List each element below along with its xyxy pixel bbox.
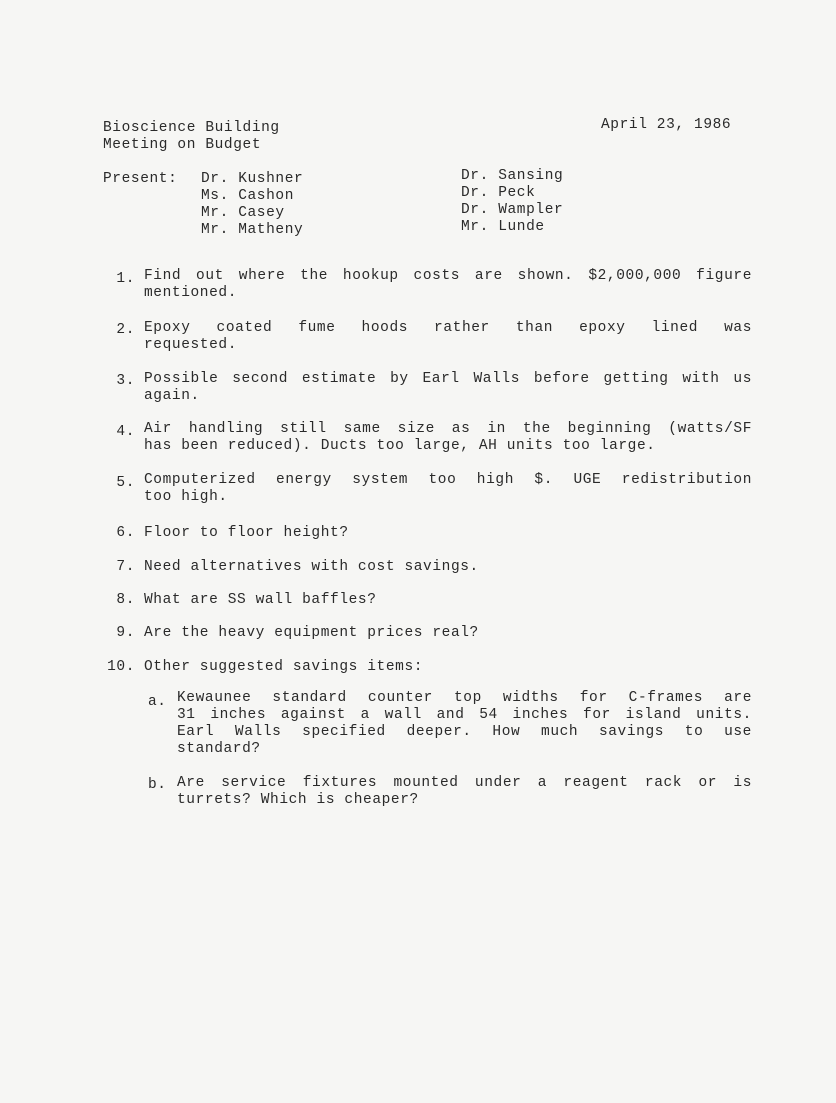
item-line: Possible second estimate by Earl Walls before getting with us: [144, 371, 752, 387]
memo-subtitle: Meeting on Budget: [103, 137, 262, 153]
item-line: What are SS wall baffles?: [144, 592, 377, 608]
subitem-line: Earl Walls specified deeper. How much savings to use: [177, 724, 752, 740]
subitem: [177, 775, 752, 809]
item-line: Need alternatives with cost savings.: [144, 559, 479, 575]
item-number: 1.: [116, 271, 135, 287]
item-line: Air handling still same size as in the beginning (watts/SF: [144, 421, 752, 437]
item-number: 2.: [116, 322, 135, 338]
list-item: [144, 421, 752, 455]
attendee: Dr. Sansing: [461, 168, 564, 184]
subitem-line: 31 inches against a wall and 54 inches for island units.: [177, 707, 752, 723]
attendee: Dr. Peck: [461, 185, 536, 201]
list-item: [144, 559, 752, 576]
attendee: Mr. Matheny: [201, 222, 304, 238]
list-item: [144, 592, 752, 609]
item-number: 9.: [116, 625, 135, 641]
item-line: mentioned.: [144, 285, 238, 301]
list-item: [144, 659, 752, 676]
item-number: 5.: [116, 475, 135, 491]
subitem-line: turrets? Which is cheaper?: [177, 792, 419, 808]
attendees-left: [201, 171, 303, 239]
list-item: [144, 268, 752, 302]
attendee: Mr. Casey: [201, 205, 285, 221]
attendee: Mr. Lunde: [461, 219, 545, 235]
item-line: Other suggested savings items:: [144, 659, 424, 675]
item-line: Find out where the hookup costs are shown. $2,000,000 figure: [144, 268, 752, 284]
subitem-line: Kewaunee standard counter top widths for C-frames are: [177, 690, 752, 706]
item-line: too high.: [144, 489, 228, 505]
subitem: [177, 690, 752, 758]
attendees-right: [461, 168, 563, 236]
item-number: 3.: [116, 373, 135, 389]
item-line: has been reduced). Ducts too large, AH units too large.: [144, 438, 656, 454]
item-number: 7.: [116, 559, 135, 575]
present-label: Present:: [103, 171, 178, 187]
memo-title: Bioscience Building: [103, 120, 280, 136]
item-line: Epoxy coated fume hoods rather than epoxy lined was: [144, 320, 752, 336]
subitem-letter: b.: [148, 777, 167, 793]
list-item: [144, 625, 752, 642]
item-line: Computerized energy system too high $. UGE redistribution: [144, 472, 752, 488]
item-line: Floor to floor height?: [144, 525, 349, 541]
attendee: Ms. Cashon: [201, 188, 295, 204]
item-number: 8.: [116, 592, 135, 608]
subitem-letter: a.: [148, 694, 167, 710]
subitem-line: Are service fixtures mounted under a reagent rack or is: [177, 775, 752, 791]
list-item: [144, 472, 752, 506]
item-number: 6.: [116, 525, 135, 541]
list-item: [144, 371, 752, 405]
attendee: Dr. Kushner: [201, 171, 304, 187]
item-line: requested.: [144, 337, 238, 353]
attendee: Dr. Wampler: [461, 202, 564, 218]
list-item: [144, 525, 752, 542]
list-item: [144, 320, 752, 354]
item-line: again.: [144, 388, 200, 404]
item-number: 4.: [116, 424, 135, 440]
item-number: 10.: [107, 659, 135, 675]
subitem-line: standard?: [177, 741, 261, 757]
item-line: Are the heavy equipment prices real?: [144, 625, 479, 641]
memo-date: April 23, 1986: [601, 117, 732, 133]
